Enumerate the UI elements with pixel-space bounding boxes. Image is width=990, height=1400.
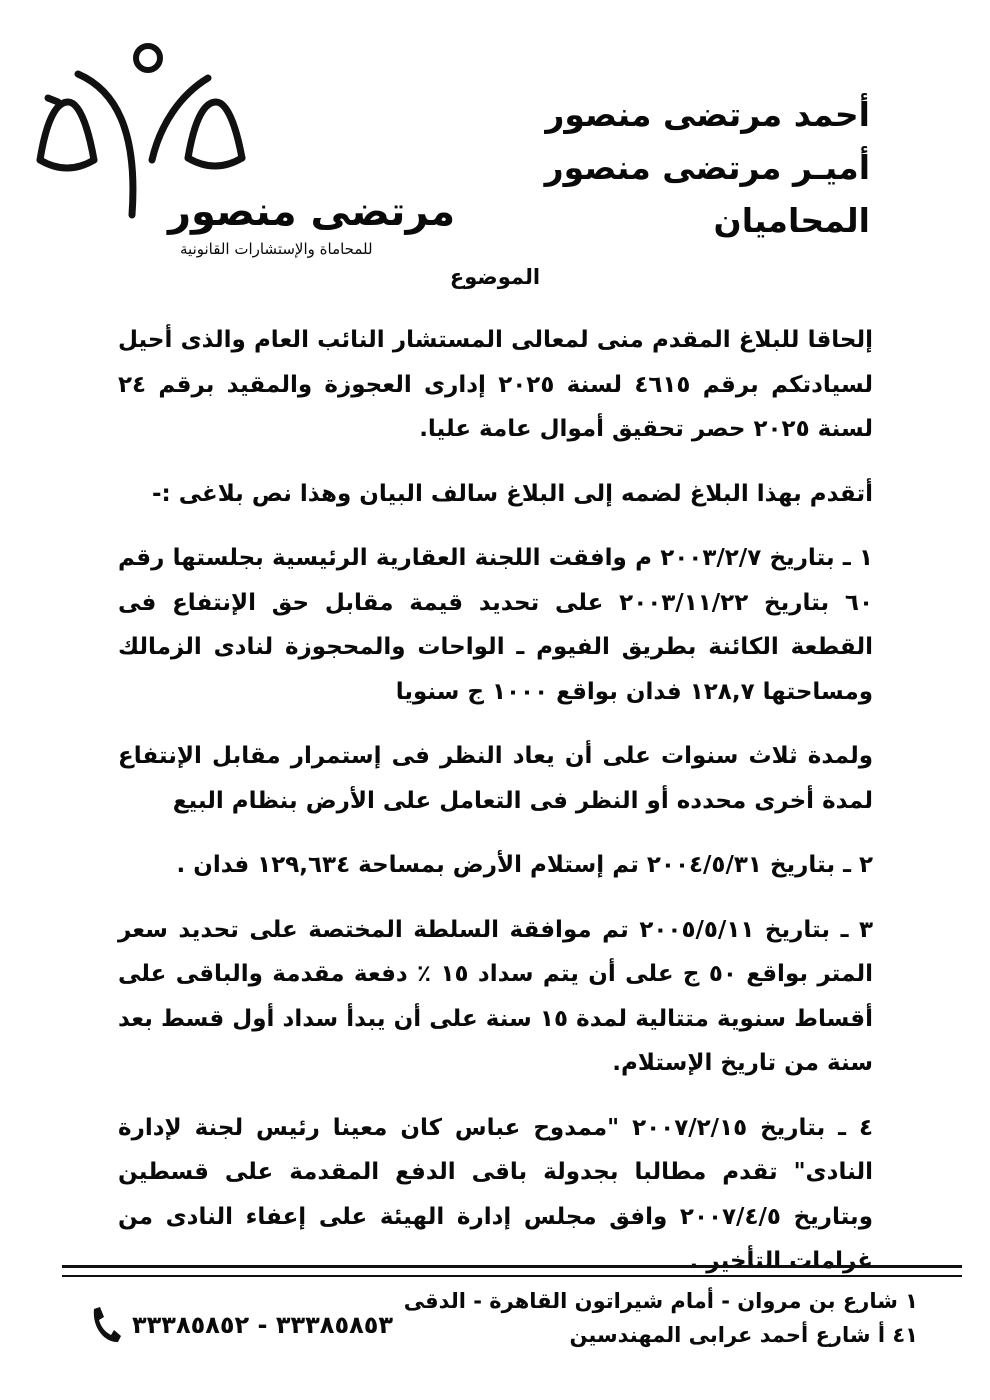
firm-logo [20, 40, 456, 258]
lawyer-name-1: أحمد مرتضى منصور [545, 95, 870, 134]
letter-body [118, 318, 873, 1304]
footer-address [404, 1284, 918, 1352]
address-line-2: ٤١ أ شارع أحمد عرابى المهندسين [569, 1323, 918, 1347]
paragraph-item-1-continued: ولمدة ثلاث سنوات على أن يعاد النظر فى إستمرار مقابل الإنتفاع لمدة أخرى محدده أو النظر فى التعامل على الأرض بنظام البيع [118, 743, 873, 814]
lawyer-title: المحاميان [713, 201, 870, 240]
subject-heading: الموضوع [449, 265, 541, 289]
lawyer-name-2: أميـر مرتضى منصور [544, 148, 870, 187]
footer-divider-thin [62, 1275, 962, 1277]
paragraph-item-3: ٣ ـ بتاريخ ٢٠٠٥/٥/١١ تم موافقة السلطة المختصة على تحديد سعر المتر بواقع ٥٠ ج على أن يتم سداد ١٥ ٪ دفعة مقدمة والباقى على أقساط سنوية متتالية لمدة ١٥ سنة على أن يبدأ سداد أول قسط بعد سنة من تاريخ الإستلام. [118, 916, 873, 1076]
footer-divider [62, 1265, 962, 1268]
paragraph-request: أتقدم بهذا البلاغ لضمه إلى البلاغ سالف البيان وهذا نص بلاغى :- [151, 480, 873, 507]
logo-name: مرتضى منصور [168, 189, 456, 235]
footer-phones [88, 1305, 393, 1345]
phone-icon [88, 1305, 122, 1345]
lawyer-names [545, 88, 870, 247]
logo-tagline: للمحاماة والإستشارات القانونية [180, 240, 373, 258]
phone-numbers: ٣٣٣٨٥٨٥٣ - ٣٣٣٨٥٨٥٢ [132, 1311, 394, 1339]
paragraph-intro: إلحاقا للبلاغ المقدم منى لمعالى المستشار النائب العام والذى أحيل لسيادتكم برقم ٤٦١٥ لسنة ٢٠٢٥ إدارى العجوزة والمقيد برقم ٢٤ لسنة ٢٠٢٥ حصر تحقيق أموال عامة عليا. [118, 327, 873, 442]
paragraph-item-2: ٢ ـ بتاريخ ٢٠٠٤/٥/٣١ تم إستلام الأرض بمساحة ١٢٩,٦٣٤ فدان . [176, 852, 873, 878]
paragraph-item-1: ١ ـ بتاريخ ٢٠٠٣/٢/٧ م وافقت اللجنة العقارية الرئيسية بجلستها رقم ٦٠ بتاريخ ٢٠٠٣/١١/٢٢ على تحديد قيمة مقابل حق الإنتفاع فى القطعة الكائنة بطريق الفيوم ـ الواحات والمحجوزة لنادى الزمالك ومساحتها ١٢٨,٧ فدان بواقع ١٠٠٠ ج سنويا [118, 545, 873, 705]
paragraph-item-4: ٤ ـ بتاريخ ٢٠٠٧/٢/١٥ "ممدوح عباس كان معينا رئيس لجنة لإدارة النادى" تقدم مطالبا بجدولة باقى الدفع المقدمة على قسطين وبتاريخ ٢٠٠٧/٤/٥ وافق مجلس إدارة الهيئة على إعفاء النادى من غرامات التأخير . [118, 1114, 873, 1274]
address-line-1: ١ شارع بن مروان - أمام شيراتون القاهرة - الدقى [403, 1289, 918, 1313]
